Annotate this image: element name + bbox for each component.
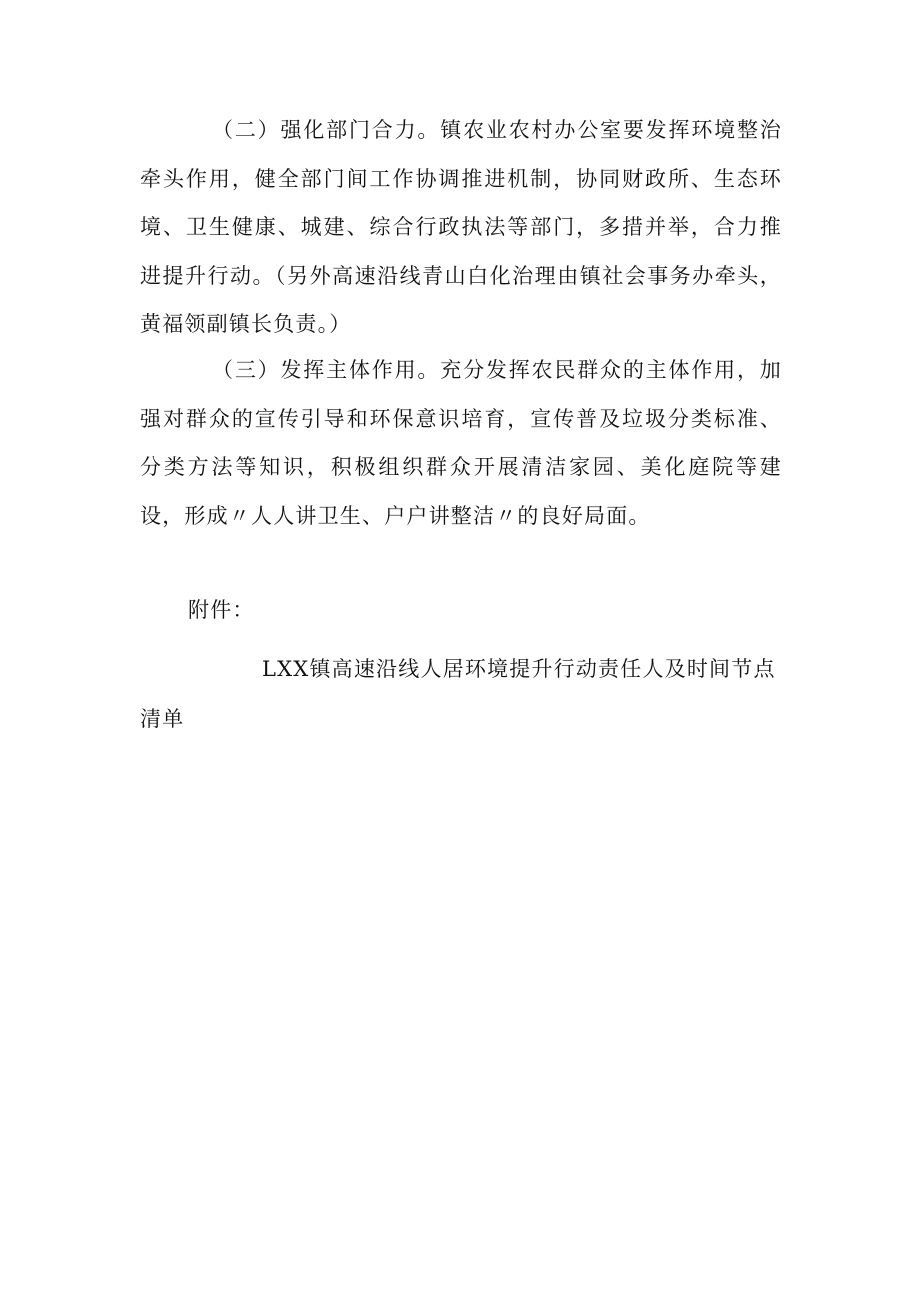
attachment-label: 附件：	[188, 598, 255, 622]
paragraph-main-role: （三）发挥主体作用。充分发挥农民群众的主体作用，加强对群众的宣传引导和环保意识培育，宣传普及垃圾分类标准、分类方法等知识，积极组织群众开展清洁家园、美化庭院等建设，形成〃人人讲卫生、户户讲整洁〃的良好局面。	[140, 358, 782, 528]
attachment-title: LXX镇高速沿线人居环境提升行动责任人及时间节点清单	[140, 657, 776, 731]
paragraph-strengthen-departments: （二）强化部门合力。镇农业农村办公室要发挥环境整治牵头作用，健全部门间工作协调推进机制，协同财政所、生态环境、卫生健康、城建、综合行政执法等部门，多措并举，合力推进提升行动。（另外高速沿线青山白化治理由镇社会事务办牵头，黄福领副镇长负责。）	[140, 118, 782, 336]
